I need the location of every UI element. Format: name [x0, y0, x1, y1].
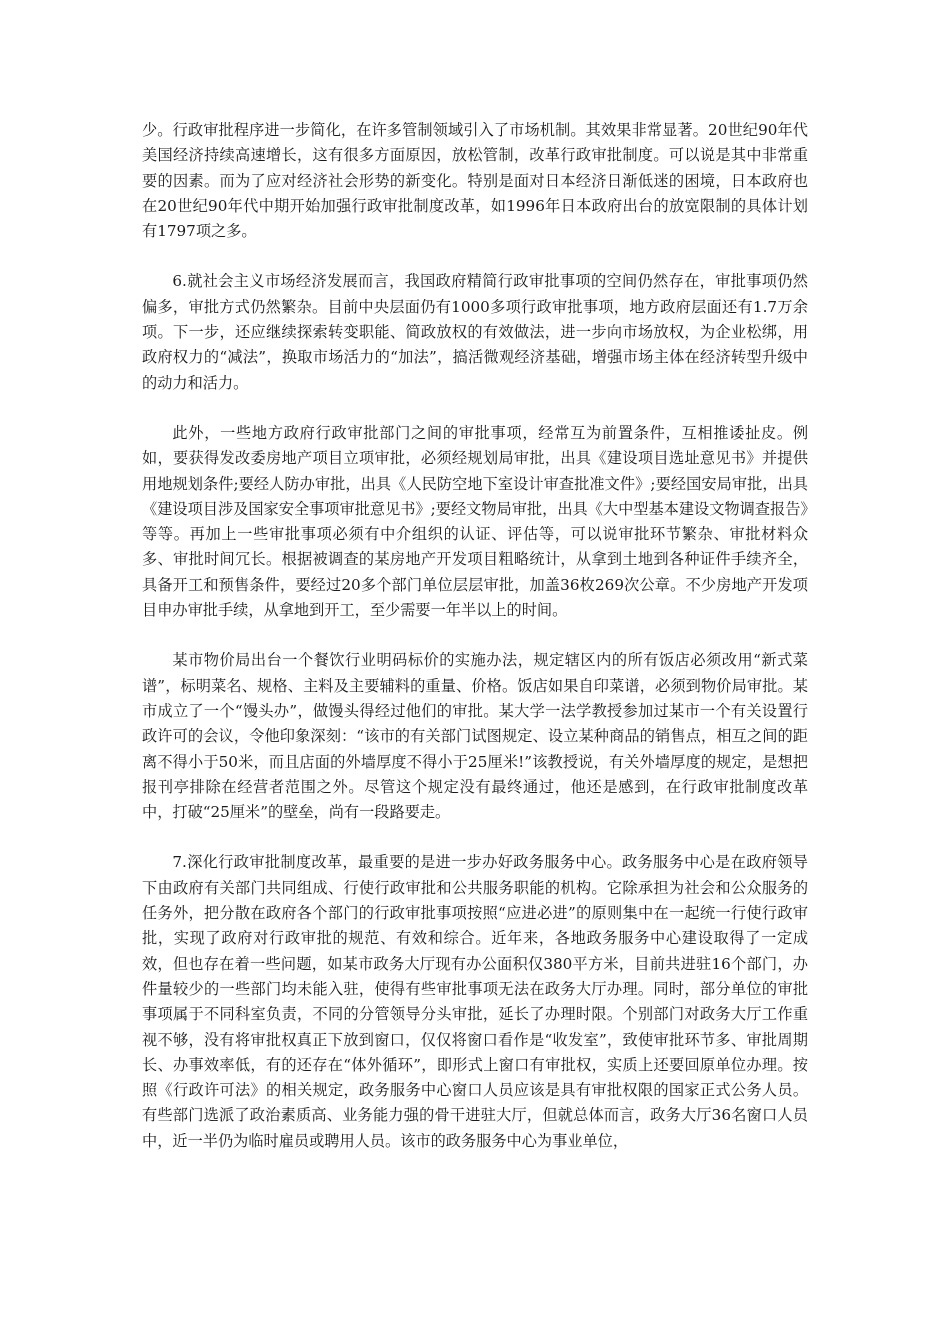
paragraph-item-6: 6.就社会主义市场经济发展而言，我国政府精简行政审批事项的空间仍然存在，审批事项仍然偏多，审批方式仍然繁杂。目前中央层面仍有1000多项行政审批事项，地方政府层面还有1.7万余项。下一步，还应继续探索转变职能、简政放权的有效做法，进一步向市场放权，为企业松绑，用政府权力的“减法”，换取市场活力的“加法”，搞活微观经济基础，增强市场主体在经济转型升级中的动力和活力。 — [142, 272, 808, 392]
paragraph-local-approvals: 此外，一些地方政府行政审批部门之间的审批事项，经常互为前置条件，互相推诿扯皮。例如，要获得发改委房地产项目立项审批，必须经规划局审批，出具《建设项目选址意见书》并提供用地规划条件;要经人防办审批，出具《人民防空地下室设计审查批准文件》;要经国安局审批，出具《建设项目涉及国家安全事项审批意见书》;要经文物局审批，出具《大中型基本建设文物调查报告》等等。再加上一些审批事项必须有中介组织的认证、评估等，可以说审批环节繁杂、审批材料众多、审批时间冗长。根据被调查的某房地产开发项目粗略统计，从拿到土地到各种证件手续齐全，具备开工和预售条件，要经过20多个部门单位层层审批，加盖36枚269次公章。不少房地产开发项目申办审批手续，从拿地到开工，至少需要一年半以上的时间。 — [142, 423, 808, 620]
paragraph-continuation: 少。行政审批程序进一步简化，在许多管制领域引入了市场机制。其效果非常显著。20世纪90年代美国经济持续高速增长，这有很多方面原因，放松管制，改革行政审批制度。可以说是其中非常重要的因素。而为了应对经济社会形势的新变化。特别是面对日本经济日渐低迷的困境，日本政府也在20世纪90年代中期开始加强行政审批制度改革，如1996年日本政府出台的放宽限制的具体计划有1797项之多。 — [142, 121, 808, 241]
document-body — [142, 118, 808, 1154]
paragraph-item-7: 7.深化行政审批制度改革，最重要的是进一步办好政务服务中心。政务服务中心是在政府领导下由政府有关部门共同组成、行使行政审批和公共服务职能的机构。它除承担为社会和公众服务的任务外，把分散在政府各个部门的行政审批事项按照“应进必进”的原则集中在一起统一行使行政审批，实现了政府对行政审批的规范、有效和综合。近年来，各地政务服务中心建设取得了一定成效，但也存在着一些问题，如某市政务大厅现有办公面积仅380平方米，目前共进驻16个部门，办件量较少的一些部门均未能入驻，使得有些审批事项无法在政务大厅办理。同时，部分单位的审批事项属于不同科室负责，不同的分管领导分头审批，延长了办理时限。个别部门对政务大厅工作重视不够，没有将审批权真正下放到窗口，仅仅将窗口看作是“收发室”，致使审批环节多、审批周期长、办事效率低，有的还存在“体外循环”，即形式上窗口有审批权，实质上还要回原单位办理。按照《行政许可法》的相关规定，政务服务中心窗口人员应该是具有审批权限的国家正式公务人员。有些部门选派了政治素质高、业务能力强的骨干进驻大厅，但就总体而言，政务大厅36名窗口人员中，近一半仍为临时雇员或聘用人员。该市的政务服务中心为事业单位， — [142, 853, 808, 1150]
paragraph-price-bureau: 某市物价局出台一个餐饮行业明码标价的实施办法，规定辖区内的所有饭店必须改用“新式菜谱”，标明菜名、规格、主料及主要辅料的重量、价格。饭店如果自印菜谱，必须到物价局审批。某市成立了一个“馒头办”，做馒头得经过他们的审批。某大学一法学教授参加过某市一个有关设置行政许可的会议，令他印象深刻：“该市的有关部门试图规定、设立某种商品的销售点，相互之间的距离不得小于50米，而且店面的外墙厚度不得小于25厘米!”该教授说，有关外墙厚度的规定，是想把报刊亭排除在经营者范围之外。尽管这个规定没有最终通过，他还是感到，在行政审批制度改革中，打破“25厘米”的壁垒，尚有一段路要走。 — [142, 651, 808, 822]
